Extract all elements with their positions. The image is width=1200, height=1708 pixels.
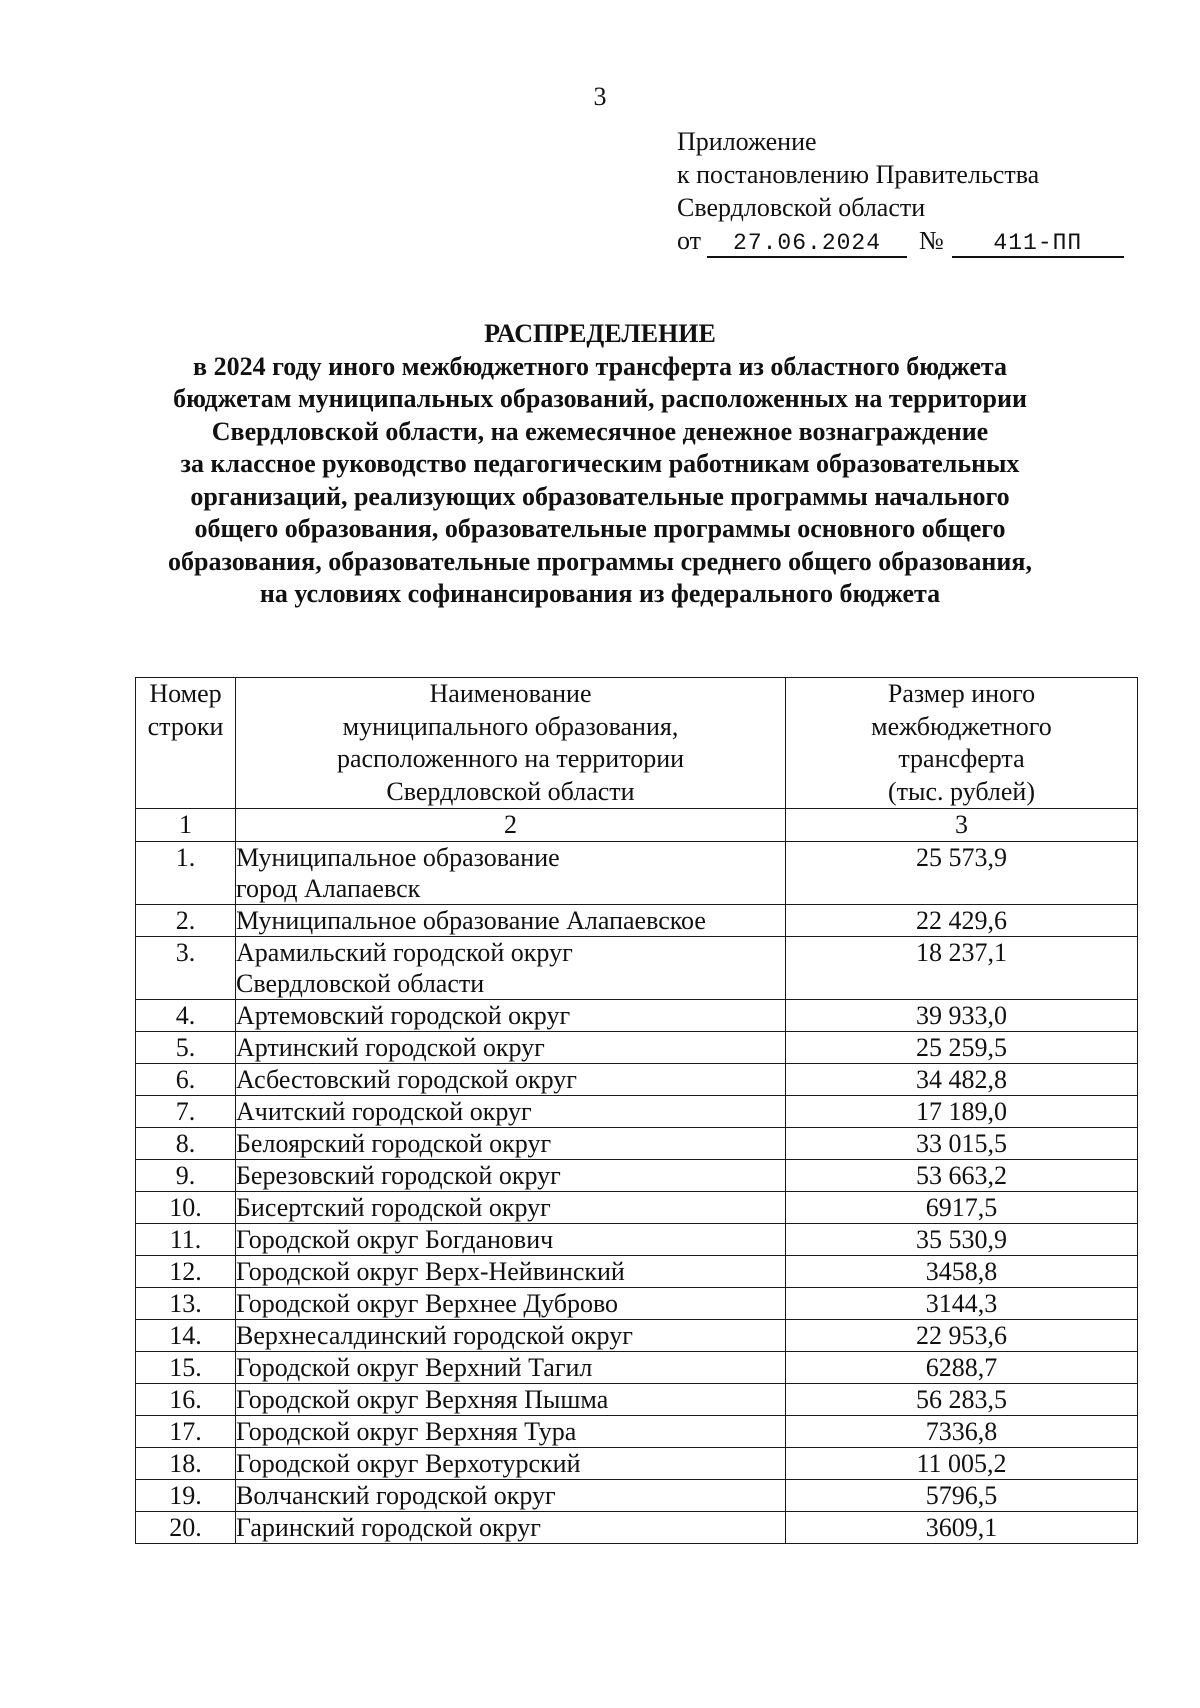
municipality-name — [236, 1032, 786, 1064]
municipality-name-line: Городской округ Верхотурский — [236, 1449, 581, 1478]
title-heading: РАСПРЕДЕЛЕНИЕ — [484, 319, 716, 348]
table-header-row — [136, 678, 1138, 809]
municipality-name-line: Свердловской области — [236, 969, 485, 998]
transfer-amount: 25 259,5 — [786, 1032, 1138, 1064]
title-line: бюджетам муниципальных образований, расположенных на территории — [173, 384, 1027, 413]
table-row — [136, 1480, 1138, 1512]
row-number: 18. — [136, 1448, 236, 1480]
transfer-amount: 6917,5 — [786, 1192, 1138, 1224]
table-body — [136, 842, 1138, 1544]
municipality-name — [236, 1256, 786, 1288]
table-row — [136, 1512, 1138, 1544]
table-row — [136, 1416, 1138, 1448]
title-line: образования, образовательные программы среднего общего образования, — [168, 546, 1032, 576]
table-row — [136, 1000, 1138, 1032]
municipality-name-line: город Алапаевск — [236, 874, 421, 903]
row-number: 16. — [136, 1384, 236, 1416]
appendix-line-2: к постановлению Правительства — [677, 160, 1040, 189]
row-number: 14. — [136, 1320, 236, 1352]
municipality-name-line: Муниципальное образование — [236, 843, 560, 872]
municipality-name-line: Верхнесалдинский городской округ — [236, 1321, 633, 1350]
table-row — [136, 1256, 1138, 1288]
municipality-name-line: Муниципальное образование Алапаевское — [236, 906, 706, 935]
row-number: 20. — [136, 1512, 236, 1544]
distribution-table — [135, 677, 1138, 1544]
municipality-name-line: Волчанский городской округ — [236, 1481, 556, 1510]
transfer-amount: 34 482,8 — [786, 1064, 1138, 1096]
table-row — [136, 937, 1138, 1000]
row-number: 17. — [136, 1416, 236, 1448]
number-label: № — [919, 226, 944, 255]
municipality-name — [236, 1096, 786, 1128]
municipality-name — [236, 1160, 786, 1192]
row-number: 11. — [136, 1224, 236, 1256]
transfer-amount: 35 530,9 — [786, 1224, 1138, 1256]
row-number: 5. — [136, 1032, 236, 1064]
table-row — [136, 1096, 1138, 1128]
municipality-name-line: Городской округ Верхний Тагил — [236, 1353, 593, 1382]
transfer-amount: 3458,8 — [786, 1256, 1138, 1288]
municipality-name-line: Бисертский городской округ — [236, 1193, 551, 1222]
transfer-amount: 33 015,5 — [786, 1128, 1138, 1160]
municipality-name-line: Городской округ Верхняя Пышма — [236, 1385, 609, 1414]
appendix-line-1: Приложение — [677, 127, 817, 156]
transfer-amount: 53 663,2 — [786, 1160, 1138, 1192]
column-number-row — [136, 809, 1138, 842]
transfer-amount: 6288,7 — [786, 1352, 1138, 1384]
table-row — [136, 1032, 1138, 1064]
row-number: 2. — [136, 905, 236, 937]
page-number: 3 — [593, 82, 607, 111]
title-line: в 2024 году иного межбюджетного трансферта из областного бюджета — [193, 351, 1007, 381]
row-number: 19. — [136, 1480, 236, 1512]
row-number: 8. — [136, 1128, 236, 1160]
transfer-amount: 5796,5 — [786, 1480, 1138, 1512]
column-number: 3 — [786, 809, 1138, 842]
transfer-amount: 7336,8 — [786, 1416, 1138, 1448]
appendix-reference — [677, 224, 1124, 258]
date-label: от — [677, 226, 702, 255]
transfer-amount: 11 005,2 — [786, 1448, 1138, 1480]
municipality-name — [236, 905, 786, 937]
municipality-name-line: Городской округ Верхнее Дуброво — [236, 1289, 619, 1318]
municipality-name — [236, 1000, 786, 1032]
transfer-amount: 3144,3 — [786, 1288, 1138, 1320]
table-row — [136, 1384, 1138, 1416]
table-row — [136, 1448, 1138, 1480]
municipality-name — [236, 1352, 786, 1384]
title-line: организаций, реализующих образовательные программы начального — [190, 481, 1010, 511]
table-row — [136, 842, 1138, 905]
table-row — [136, 1064, 1138, 1096]
number-value: 411-ПП — [952, 230, 1124, 258]
municipality-name-line: Городской округ Верхняя Тура — [236, 1417, 577, 1446]
row-number: 9. — [136, 1160, 236, 1192]
header-municipality-name: Наименование муниципального образования, расположенного на территории Свердловской области — [236, 678, 786, 809]
municipality-name — [236, 1448, 786, 1480]
municipality-name-line: Артинский городской округ — [236, 1033, 545, 1062]
municipality-name — [236, 937, 786, 1000]
transfer-amount: 22 953,6 — [786, 1320, 1138, 1352]
transfer-amount: 56 283,5 — [786, 1384, 1138, 1416]
municipality-name — [236, 842, 786, 905]
row-number: 4. — [136, 1000, 236, 1032]
municipality-name-line: Арамильский городской округ — [236, 938, 573, 967]
row-number: 3. — [136, 937, 236, 1000]
table-row — [136, 1352, 1138, 1384]
transfer-amount: 22 429,6 — [786, 905, 1138, 937]
municipality-name — [236, 1064, 786, 1096]
municipality-name — [236, 1192, 786, 1224]
title-line: на условиях софинансирования из федерального бюджета — [259, 579, 941, 608]
municipality-name-line: Белоярский городской округ — [236, 1129, 552, 1158]
row-number: 6. — [136, 1064, 236, 1096]
document-title — [150, 318, 1050, 611]
header-transfer-amount: Размер иного межбюджетного трансферта (тыс. рублей) — [786, 678, 1138, 809]
table-row — [136, 1288, 1138, 1320]
row-number: 1. — [136, 842, 236, 905]
transfer-amount: 3609,1 — [786, 1512, 1138, 1544]
header-row-number: Номер строки — [136, 678, 236, 809]
table-row — [136, 905, 1138, 937]
municipality-name-line: Ачитский городской округ — [236, 1097, 532, 1126]
municipality-name — [236, 1320, 786, 1352]
title-line: за классное руководство педагогическим работникам образовательных — [180, 449, 1020, 478]
date-value: 27.06.2024 — [707, 230, 907, 258]
column-number: 2 — [236, 809, 786, 842]
table-row — [136, 1224, 1138, 1256]
appendix-line-3: Свердловской области — [677, 193, 926, 222]
title-line: общего образования, образовательные программы основного общего — [194, 514, 1006, 543]
appendix-block — [677, 125, 1124, 258]
municipality-name — [236, 1128, 786, 1160]
transfer-amount: 18 237,1 — [786, 937, 1138, 1000]
row-number: 12. — [136, 1256, 236, 1288]
municipality-name-line: Городской округ Верх-Нейвинский — [236, 1257, 625, 1286]
title-line: Свердловской области, на ежемесячное денежное вознаграждение — [211, 416, 989, 446]
municipality-name — [236, 1224, 786, 1256]
column-number: 1 — [136, 809, 236, 842]
municipality-name — [236, 1288, 786, 1320]
table-row — [136, 1160, 1138, 1192]
municipality-name-line: Городской округ Богданович — [236, 1225, 554, 1254]
municipality-name-line: Артемовский городской округ — [236, 1001, 571, 1030]
row-number: 10. — [136, 1192, 236, 1224]
row-number: 15. — [136, 1352, 236, 1384]
table-row — [136, 1128, 1138, 1160]
municipality-name-line: Березовский городской округ — [236, 1161, 561, 1190]
table-row — [136, 1320, 1138, 1352]
municipality-name — [236, 1512, 786, 1544]
municipality-name — [236, 1416, 786, 1448]
transfer-amount: 39 933,0 — [786, 1000, 1138, 1032]
transfer-amount: 17 189,0 — [786, 1096, 1138, 1128]
transfer-amount: 25 573,9 — [786, 842, 1138, 905]
municipality-name-line: Асбестовский городской округ — [236, 1065, 577, 1094]
municipality-name — [236, 1480, 786, 1512]
table-row — [136, 1192, 1138, 1224]
row-number: 7. — [136, 1096, 236, 1128]
row-number: 13. — [136, 1288, 236, 1320]
municipality-name — [236, 1384, 786, 1416]
municipality-name-line: Гаринский городской округ — [236, 1513, 541, 1542]
